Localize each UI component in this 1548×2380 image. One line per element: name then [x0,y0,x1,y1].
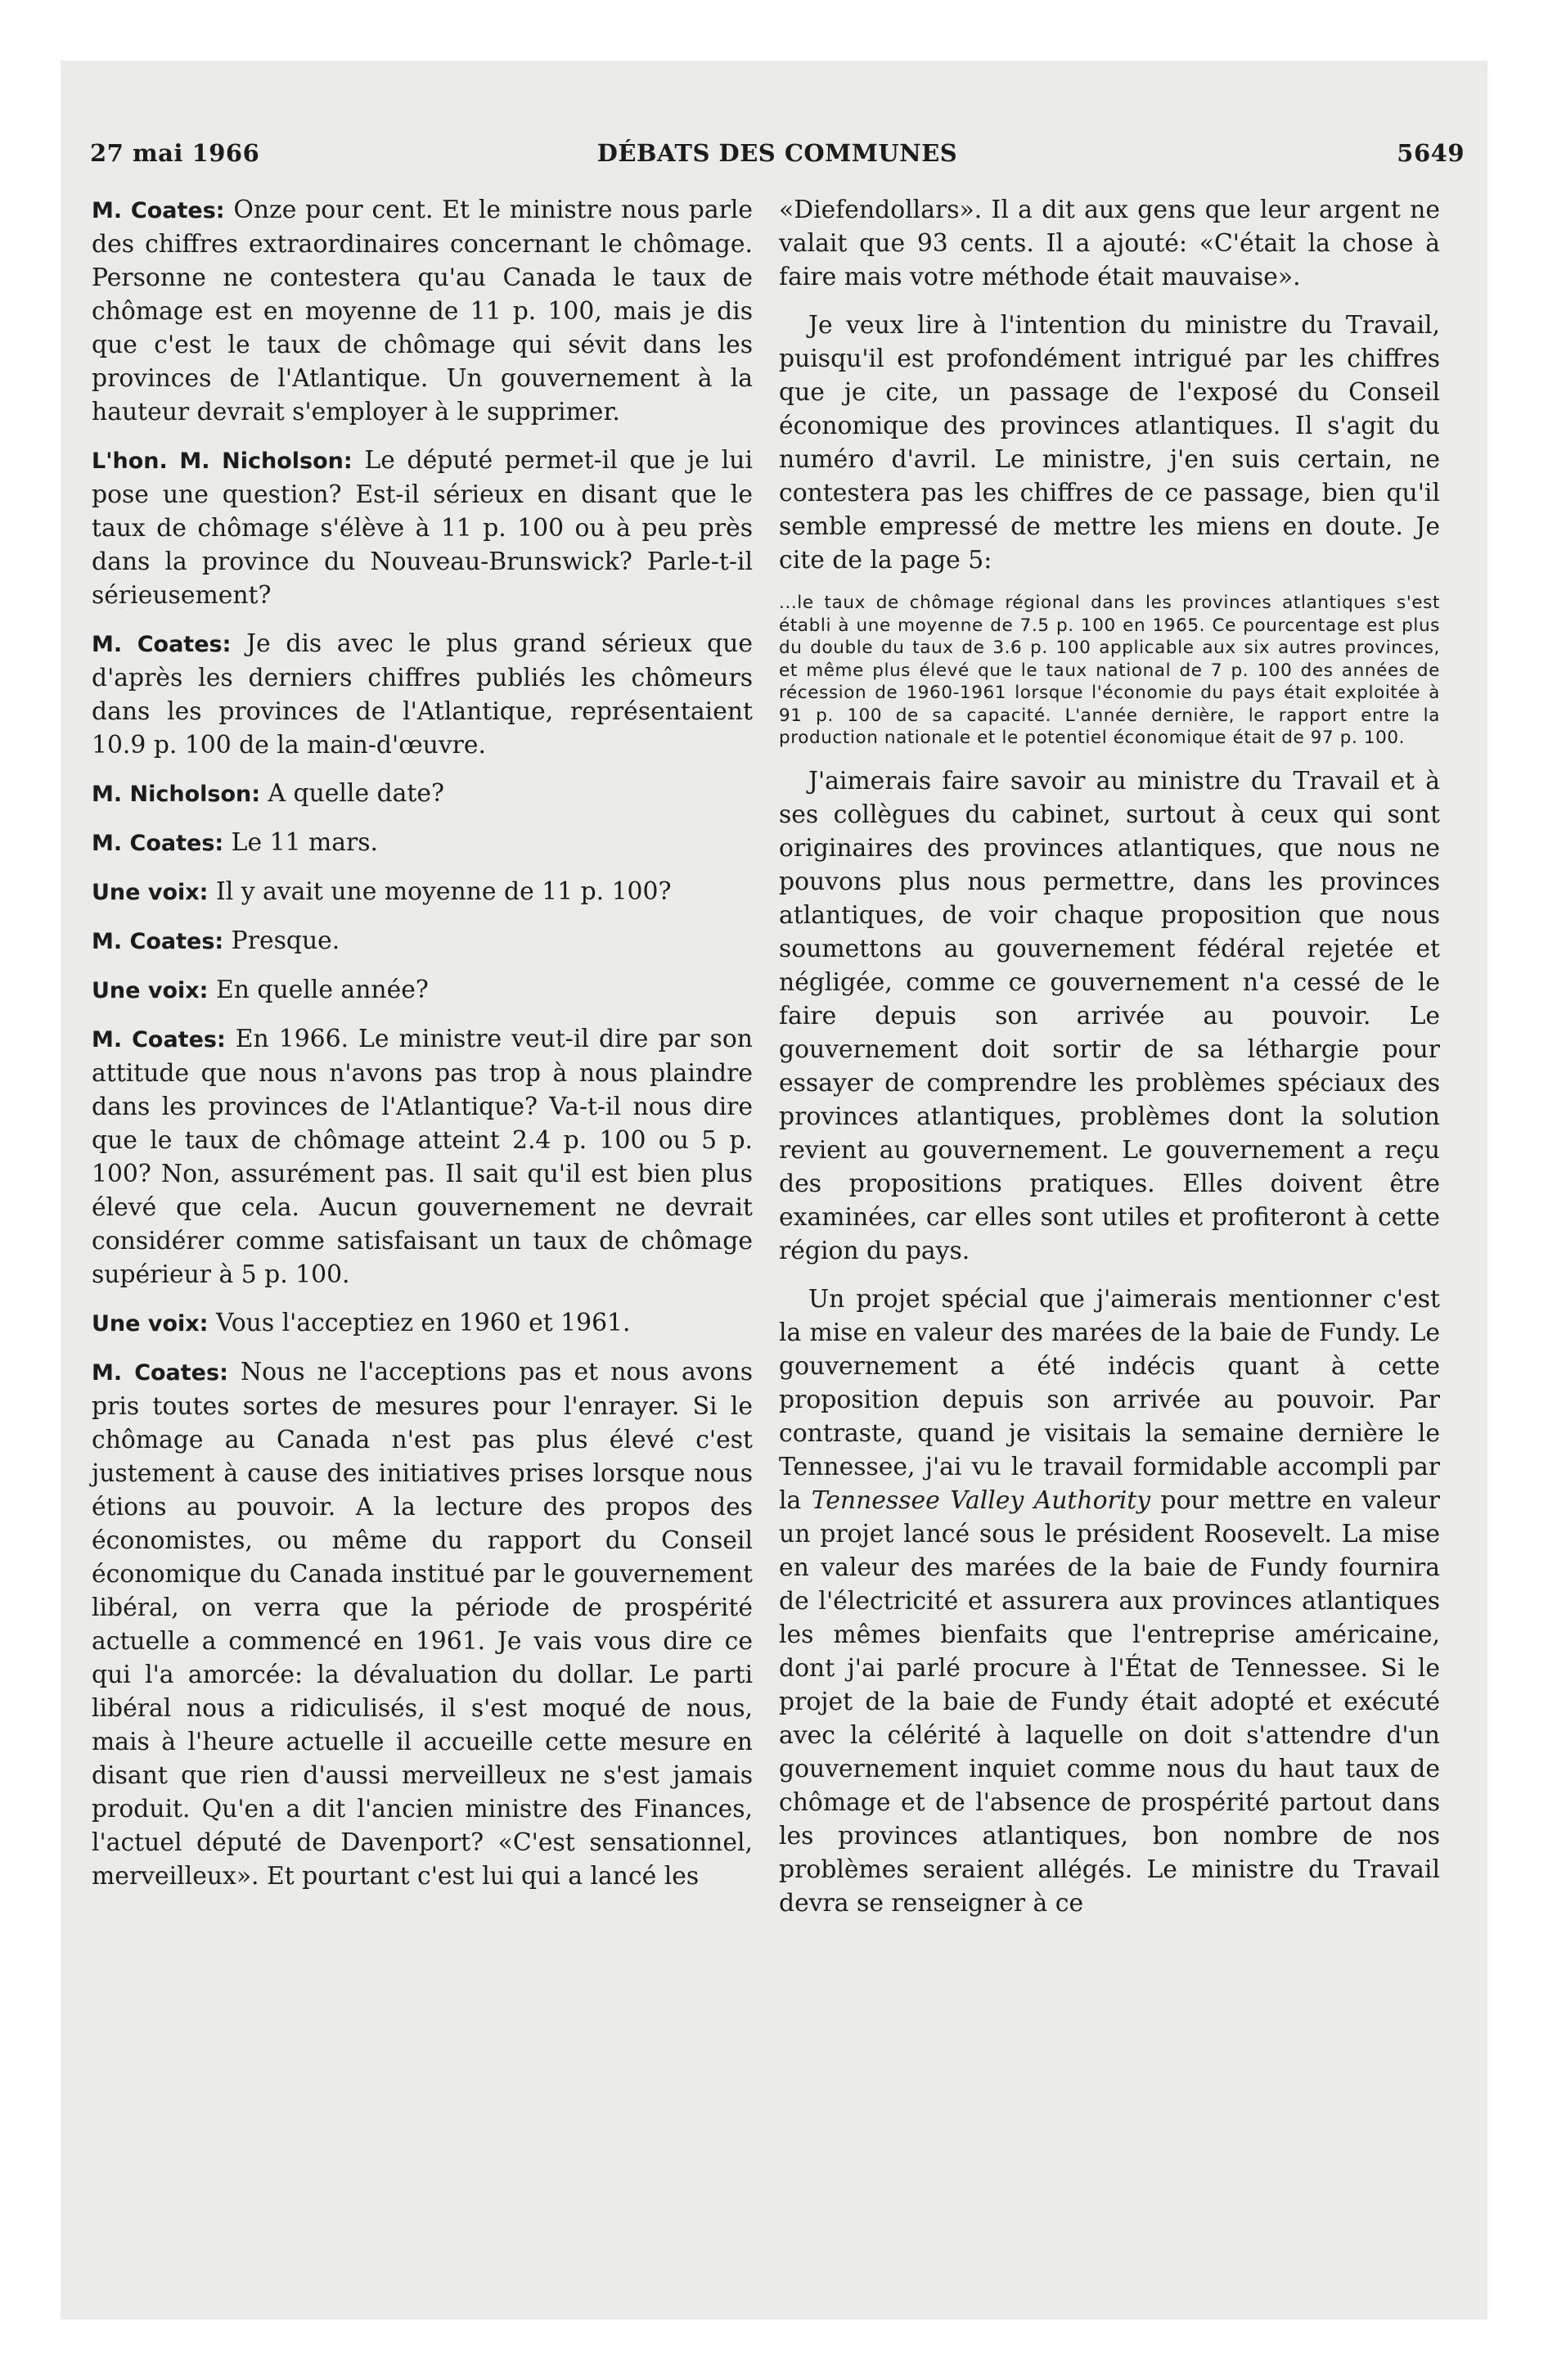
speaker-name: M. Coates: [92,198,225,223]
paragraph [92,826,753,860]
speaker-name: Une voix: [92,880,209,905]
paragraph: Je veux lire à l'intention du ministre du Travail, puisqu'il est profondément intrigué par les chiffres que je cite, un passage de l'exposé du Conseil économique des provinces atlantiques. Il s'agit du numéro d'avril. Le ministre, j'en suis certain, ne contestera pas les chiffres de ce passage, bien qu'il semble empressé de mettre les miens en doute. Je cite de la page 5: [779,311,1440,575]
speech-text: Je dis avec le plus grand sérieux que d'après les derniers chiffres publiés les chômeurs dans les provinces de l'Atlantique, représentaient 10.9 p. 100 de la main-d'œuvre. [92,629,753,760]
speech-text: Il y avait une moyenne de 11 p. 100? [208,877,672,906]
paragraph [92,777,753,811]
speaker-name: M. Nicholson: [92,782,261,807]
paragraph [92,1306,753,1341]
speaker-name: M. Coates: [92,831,224,856]
paragraph [92,193,753,429]
speech-text: A quelle date? [260,779,444,808]
speech-text: Presque. [223,926,340,955]
paragraph [92,1022,753,1291]
paragraph-text: pour mettre en valeur un projet lancé sous le président Roosevelt. La mise en valeur des marées de la baie de Fundy fournira de l'électricité et assurera aux provinces atlantiques les mêmes bienfaits que l'entreprise américaine, dont j'ai parlé procure à l'État de Tennessee. Si le projet de la baie de Fundy était adopté et exécuté avec la célérité à laquelle on doit s'attendre d'un gouvernement inquiet comme nous du haut taux de chômage et de l'absence de prospérité partout dans les provinces atlantiques, bon nombre de nos problèmes seraient allégés. Le ministre du Travail devra se renseigner à ce [779,1485,1440,1918]
speaker-name: Une voix: [92,978,209,1003]
speech-text: Nous ne l'acceptions pas et nous avons pris toutes sortes de mesures pour l'enrayer. Si le chômage au Canada n'est pas plus élevé c'est justement à cause des initiatives prises lorsque nous étions au pouvoir. A la lecture des propos des économistes, ou même du rapport du Conseil économique du Canada institué par le gouvernement libéral, on verra que la période de prospérité actuelle a commencé en 1961. Je vais vous dire ce qui l'a amorcée: la dévaluation du dollar. Le parti libéral nous a ridiculisés, il s'est moqué de nous, mais à l'heure actuelle il accueille cette mesure en disant que rien d'aussi merveilleux ne s'est jamais produit. Qu'en a dit l'ancien ministre des Finances, l'actuel député de Davenport? «C'est sensationnel, merveilleux». Et pourtant c'est lui qui a lancé les [92,1358,754,1891]
speaker-name: Une voix: [92,1311,209,1336]
speech-text: Onze pour cent. Et le ministre nous parle des chiffres extraordinaires concernant le chômage. Personne ne contestera qu'au Canada le taux de chômage est en moyenne de 11 p. 100, mais je dis que c'est le taux de chômage qui sévit dans les provinces de l'Atlantique. Un gouvernement à la hauteur devrait s'employer à le supprimer. [92,196,753,426]
page-header [90,139,1465,175]
document-page [61,61,1487,2319]
speaker-name: L'hon. M. Nicholson: [92,449,353,474]
italic-name: Tennessee Valley Authority [811,1485,1151,1515]
block-quote: ...le taux de chômage régional dans les provinces atlantiques s'est établi à une moyenne de 7.5 p. 100 en 1965. Ce pourcentage est plus du double du taux de 3.6 p. 100 applicable aux six autres provinces, et même plus élevé que le taux national de 7 p. 100 des années de récession de 1960-1961 lorsque l'économie du pays était exploitée à 91 p. 100 de sa capacité. L'année dernière, le rapport entre la production nationale et le potentiel économique était de 97 p. 100. [779,593,1440,748]
speech-text: Vous l'acceptiez en 1960 et 1961. [208,1309,631,1337]
speech-text: En 1966. Le ministre veut-il dire par son attitude que nous n'avons pas trop à nous plaindre dans les provinces de l'Atlantique? Va-t-il nous dire que le taux de chômage atteint 2.4 p. 100 ou 5 p. 100? Non, assurément pas. Il sait qu'il est bien plus élevé que cela. Aucun gouvernement ne devrait considérer comme satisfaisant un taux de chômage supérieur à 5 p. 100. [92,1025,753,1289]
paragraph [92,924,753,958]
speech-text: Le 11 mars. [223,828,378,857]
speaker-name: M. Coates: [92,929,224,954]
paragraph-text: Un projet spécial que j'aimerais mentionner c'est la mise en valeur des marées de la baie de Fundy. Le gouvernement a été indécis quant à cette proposition depuis son arrivée au pouvoir. Par contraste, quand je visitais la semaine dernière le Tennessee, j'ai vu le travail formidable accompli par la [779,1284,1440,1515]
paragraph [92,444,753,612]
speech-text: En quelle année? [208,976,429,1004]
left-column [92,193,753,1908]
paragraph: «Diefendollars». Il a dit aux gens que leur argent ne valait que 93 cents. Il a ajouté: «C'était la chose à faire mais votre méthode était mauvaise». [779,196,1440,291]
paragraph [779,1282,1440,1920]
speaker-name: M. Coates: [92,632,232,657]
paragraph [92,875,753,909]
header-date: 27 mai 1966 [90,139,260,167]
speech-text: Le député permet-il que je lui pose une question? Est-il sérieux en disant que le taux de chômage s'élève à 11 p. 100 ou à peu près dans la province du Nouveau-Brunswick? Parle-t-il sérieusement? [92,446,754,610]
paragraph [92,627,753,762]
paragraph [92,1355,753,1893]
speaker-name: M. Coates: [92,1360,228,1386]
header-page-number: 5649 [1397,139,1465,167]
paragraph [92,973,753,1007]
speaker-name: M. Coates: [92,1027,226,1053]
header-title: DÉBATS DES COMMUNES [596,139,958,167]
right-column [779,193,1440,1935]
paragraph: J'aimerais faire savoir au ministre du Travail et à ses collègues du cabinet, surtout à ceux qui sont originaires des provinces atlantiques, que nous ne pouvons plus nous permettre, dans les provinces atlantiques, de voir chaque proposition que nous soumettons au gouvernement fédéral rejetée et négligée, comme ce gouvernement n'a cessé de le faire depuis son arrivée au pouvoir. Le gouvernement doit sortir de sa léthargie pour essayer de comprendre les problèmes spéciaux des provinces atlantiques, problèmes dont la solution revient au gouvernement. Le gouvernement a reçu des propositions pratiques. Elles doivent être examinées, car elles sont utiles et profiteront à cette région du pays. [779,766,1440,1265]
